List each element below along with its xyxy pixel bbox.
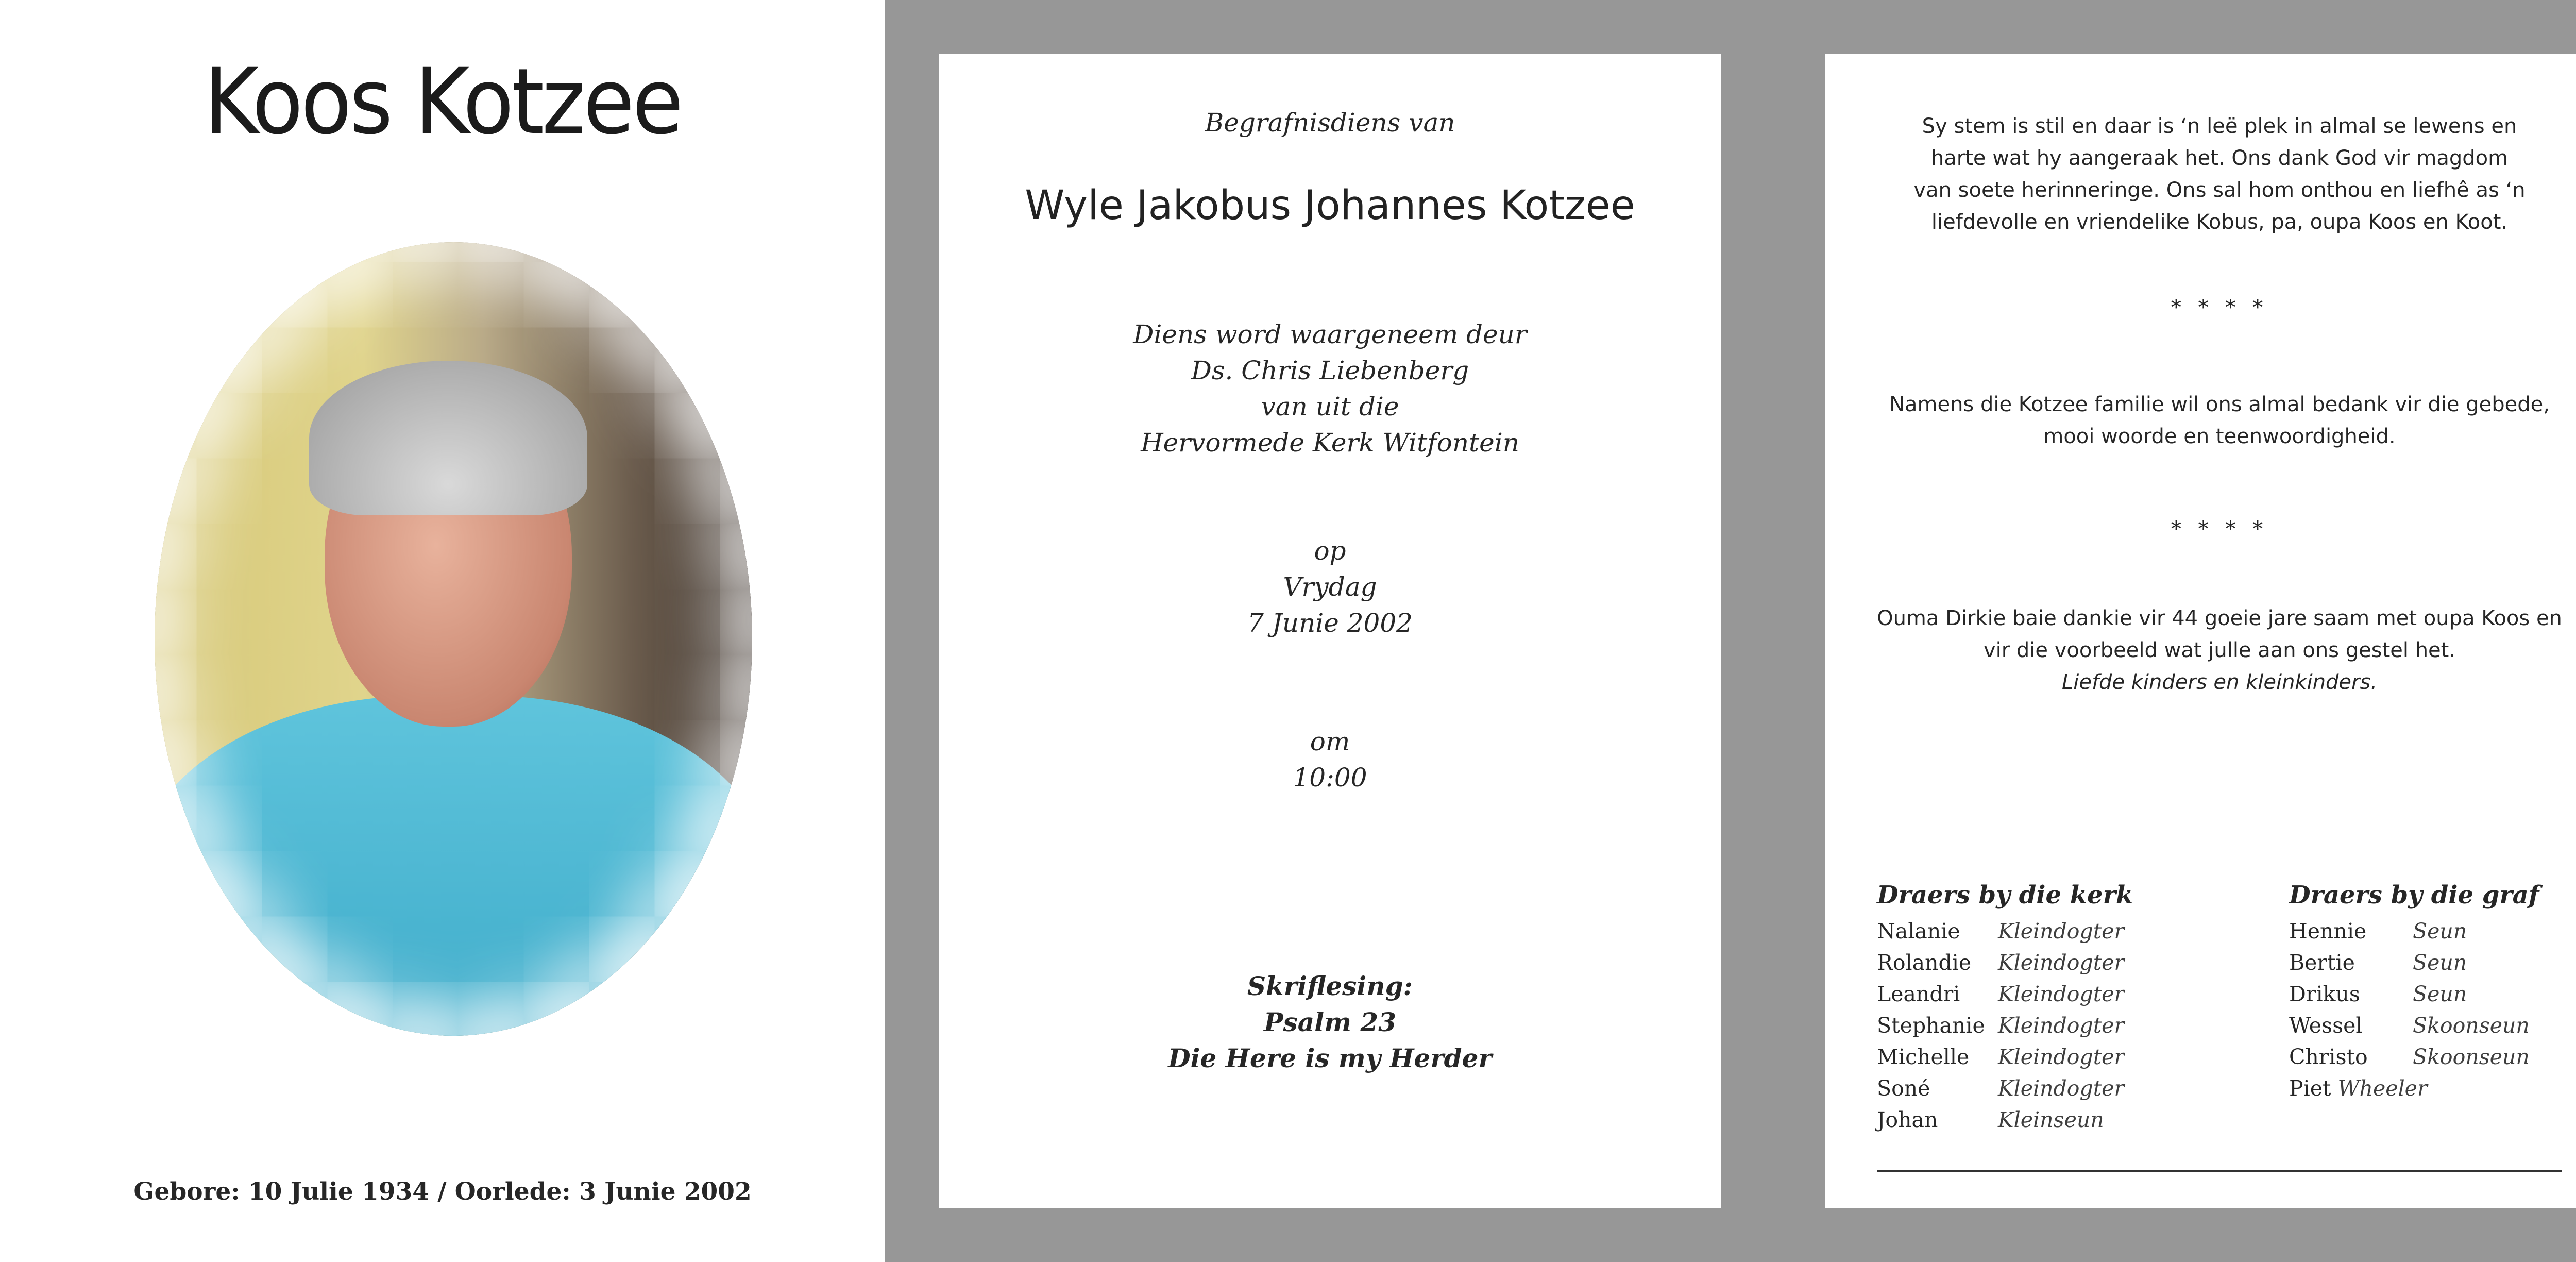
bearer-row — [2289, 1076, 2539, 1107]
bearer-relation: Kleinseun — [1998, 1107, 2104, 1132]
bearer-row — [2289, 950, 2539, 982]
tribute-page — [1825, 54, 2576, 1208]
bearer-name: Drikus — [2289, 982, 2360, 1006]
service-time — [939, 723, 1721, 796]
bearer-relation: Wheeler — [2337, 1076, 2428, 1101]
bearer-name: Piet — [2289, 1076, 2331, 1101]
tribute-paragraph — [1825, 110, 2576, 238]
tribute-line: van soete herinneringe. Ons sal hom onthou en liefhê as ‘n — [1913, 178, 2526, 202]
grave-bearers — [2289, 881, 2539, 1107]
date-line: Vrydag — [1283, 572, 1377, 602]
bearer-row — [1877, 1045, 2133, 1076]
service-date — [939, 533, 1721, 641]
thanks-line: mooi woorde en teenwoordigheid. — [2043, 425, 2396, 448]
tribute-line: harte wat hy aangeraak het. Ons dank God vir magdom — [1930, 146, 2509, 170]
bearer-row — [1877, 919, 2133, 950]
bearer-name: Michelle — [1877, 1045, 1970, 1069]
bearer-relation: Skoonseun — [2413, 1045, 2530, 1069]
bearer-name: Christo — [2289, 1045, 2368, 1069]
bearer-relation: Seun — [2413, 950, 2467, 975]
reading-line: Skriflesing: — [1247, 971, 1413, 1001]
bearer-relation: Kleindogter — [1998, 982, 2125, 1006]
signature-line — [1877, 1170, 2562, 1172]
tribute-line: liefdevolle en vriendelike Kobus, pa, oupa Koos en Koot. — [1931, 210, 2508, 234]
bearer-name: Wessel — [2289, 1013, 2363, 1038]
ouma-line: vir die voorbeeld wat julle aan ons gestel het. — [1983, 638, 2456, 662]
date-line: 7 Junie 2002 — [1247, 608, 1413, 638]
date-line: op — [1314, 536, 1346, 566]
bearer-row — [2289, 1045, 2539, 1076]
time-line: om — [1310, 727, 1350, 756]
cover-panel — [0, 0, 885, 1262]
bearer-name: Johan — [1877, 1107, 1938, 1132]
bearer-row — [2289, 1013, 2539, 1045]
bearer-relation: Kleindogter — [1998, 950, 2125, 975]
deceased-name: Wyle Jakobus Johannes Kotzee — [1025, 182, 1635, 229]
bearer-name: Hennie — [2289, 919, 2367, 944]
officiant-line: Hervormede Kerk Witfontein — [1141, 428, 1519, 458]
bearer-row — [1877, 982, 2133, 1013]
tribute-line: Sy stem is stil en daar is ‘n leë plek in almal se lewens en — [1922, 114, 2517, 138]
cover-name: Koos Kotzee — [204, 49, 682, 155]
bearer-name: Soné — [1877, 1076, 1930, 1101]
bearer-name: Rolandie — [1877, 950, 1972, 975]
bearer-row — [1877, 1013, 2133, 1045]
separator-stars: * * * * — [2171, 296, 2268, 319]
bearer-row — [1877, 950, 2133, 982]
reading-line: Psalm 23 — [1263, 1007, 1397, 1037]
bearer-relation: Seun — [2413, 919, 2467, 944]
bearer-name: Leandri — [1877, 982, 1960, 1006]
time-line: 10:00 — [1293, 763, 1367, 793]
officiant-line: Diens word waargeneem deur — [1133, 319, 1527, 349]
bearer-relation: Skoonseun — [2413, 1013, 2530, 1038]
service-intro: Begrafnisdiens van — [1205, 108, 1455, 138]
grave-bearers-title: Draers by die graf — [2289, 881, 2539, 910]
scripture-reading — [939, 968, 1721, 1076]
bearer-name: Stephanie — [1877, 1013, 1985, 1038]
thanks-paragraph — [1825, 389, 2576, 452]
tribute-panel — [1775, 0, 2576, 1262]
portrait-photo — [155, 242, 752, 1036]
service-page — [939, 54, 1721, 1208]
bearer-relation: Seun — [2413, 982, 2467, 1006]
bearer-row — [2289, 919, 2539, 950]
officiant-block — [939, 316, 1721, 461]
bearer-name: Bertie — [2289, 950, 2355, 975]
bearer-name: Nalanie — [1877, 919, 1960, 944]
bearer-row — [1877, 1107, 2133, 1139]
officiant-line: Ds. Chris Liebenberg — [1191, 356, 1469, 385]
bearer-row — [1877, 1076, 2133, 1107]
church-bearers — [1877, 881, 2133, 1139]
church-bearers-title: Draers by die kerk — [1877, 881, 2133, 910]
thanks-line: Namens die Kotzee familie wil ons almal bedank vir die gebede, — [1889, 393, 2550, 416]
bearer-relation: Kleindogter — [1998, 919, 2125, 944]
bearer-relation: Kleindogter — [1998, 1076, 2125, 1101]
bearer-relation: Kleindogter — [1998, 1013, 2125, 1038]
ouma-paragraph — [1825, 602, 2576, 698]
officiant-line: van uit die — [1261, 392, 1399, 422]
photo-vignette — [155, 242, 752, 1036]
ouma-line: Ouma Dirkie baie dankie vir 44 goeie jare saam met oupa Koos en — [1877, 607, 2562, 630]
bearer-relation: Kleindogter — [1998, 1045, 2125, 1069]
separator-stars: * * * * — [2171, 517, 2268, 541]
bearer-row — [2289, 982, 2539, 1013]
reading-line: Die Here is my Herder — [1168, 1043, 1492, 1073]
service-panel — [885, 0, 1775, 1262]
life-dates: Gebore: 10 Julie 1934 / Oorlede: 3 Junie 2002 — [133, 1177, 752, 1206]
family-signature: Liefde kinders en kleinkinders. — [2061, 670, 2378, 694]
